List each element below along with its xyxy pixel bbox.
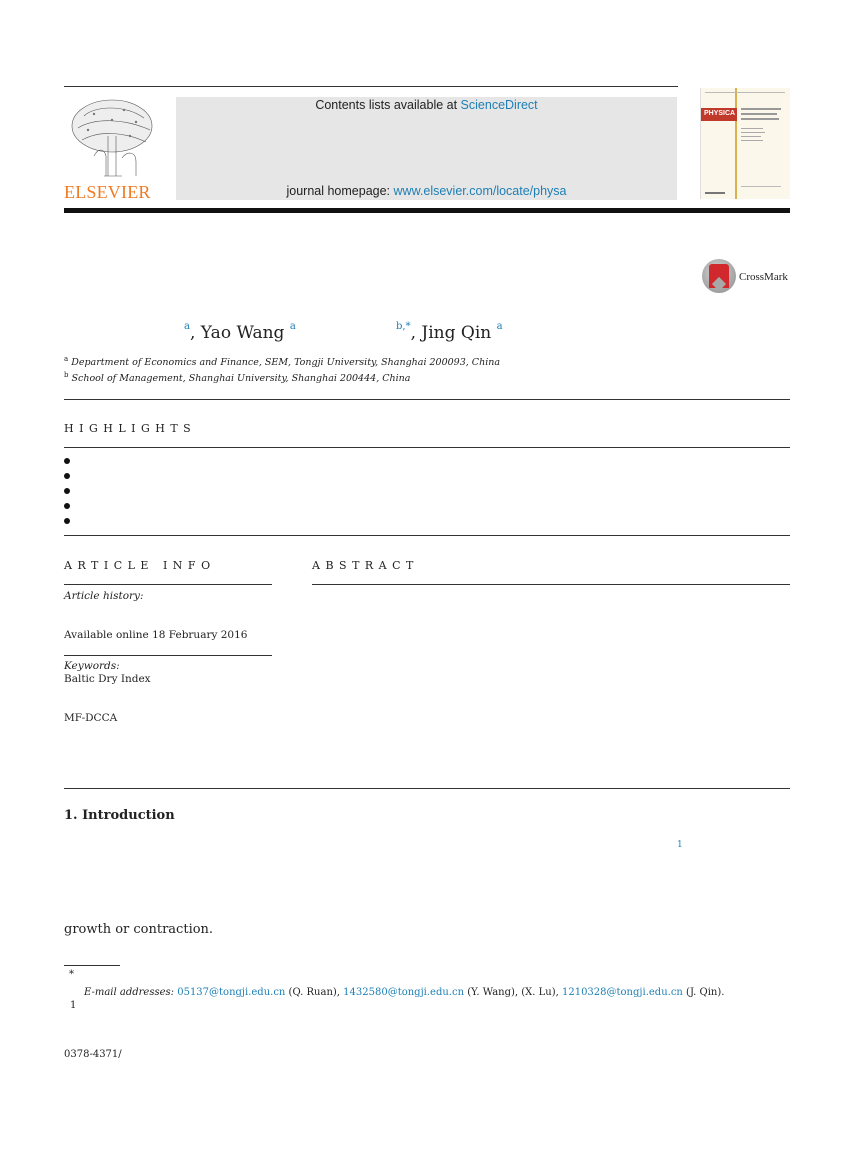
header-top-rule: [64, 86, 678, 87]
keyword-item: Baltic Dry Index: [64, 673, 151, 685]
abstract-heading: ABSTRACT: [312, 559, 419, 572]
journal-cover-image: [700, 88, 790, 199]
email-label: E-mail addresses:: [84, 987, 178, 998]
footnote-one: 1: [70, 1000, 77, 1011]
footnote-rule: [64, 965, 120, 966]
divider-above-intro: [64, 788, 790, 789]
highlight-bullet: [64, 458, 70, 464]
author-line-1: [184, 323, 296, 343]
contents-line: [176, 98, 677, 112]
email-link-ruan[interactable]: 05137@tongji.edu.cn: [177, 987, 286, 998]
email-footnote: [84, 987, 724, 998]
elsevier-wordmark: ELSEVIER: [64, 182, 151, 202]
abstract-rule: [312, 584, 790, 585]
footnote-star: *: [69, 969, 74, 980]
affiliation-b-text: School of Management, Shanghai University, Shanghai 200444, China: [71, 373, 411, 385]
header-bottom-rule: [64, 208, 790, 213]
affiliation-b: [64, 371, 410, 384]
email-link-qin[interactable]: 1210328@tongji.edu.cn: [561, 987, 683, 998]
intro-heading: 1. Introduction: [64, 808, 175, 823]
author-3-affiliation[interactable]: b,*: [396, 321, 411, 333]
cover-title: PHYSICA: [704, 110, 736, 117]
affiliation-a: [64, 355, 500, 368]
email-owner-wang-lu: (Y. Wang), (X. Lu),: [464, 987, 562, 998]
author-line-2: [396, 323, 503, 343]
issn: 0378-4371/: [64, 1049, 122, 1060]
highlight-bullet: [64, 503, 70, 509]
available-online: Available online 18 February 2016: [64, 629, 248, 641]
author-yao-wang: , Yao Wang: [189, 323, 285, 343]
highlight-bullet: [64, 488, 70, 494]
article-info-rule: [64, 584, 272, 585]
journal-homepage-link[interactable]: www.elsevier.com/locate/physa: [393, 184, 567, 198]
email-link-wang[interactable]: 1432580@tongji.edu.cn: [343, 987, 465, 998]
homepage-prefix: journal homepage:: [286, 184, 394, 198]
highlight-bullet: [64, 518, 70, 524]
email-owner-qin: (J. Qin).: [682, 987, 725, 998]
homepage-line: [176, 184, 677, 198]
keywords-rule: [64, 655, 272, 656]
divider-above-highlights: [64, 399, 790, 400]
affiliation-a-mark: a: [64, 355, 69, 363]
highlights-heading: HIGHLIGHTS: [64, 422, 197, 435]
sciencedirect-link[interactable]: ScienceDirect: [460, 98, 538, 112]
highlight-bullet: [64, 473, 70, 479]
crossmark-icon[interactable]: [702, 259, 736, 293]
article-info-heading: ARTICLE INFO: [64, 559, 216, 572]
keywords-label: Keywords:: [64, 660, 120, 672]
divider-below-highlights: [64, 535, 790, 536]
intro-text: growth or contraction.: [64, 922, 214, 937]
author-jing-qin: , Jing Qin: [410, 323, 492, 343]
author-4-affiliation[interactable]: a: [496, 321, 503, 333]
article-history-label: Article history:: [64, 590, 144, 602]
author-2-affiliation[interactable]: a: [289, 321, 296, 333]
affiliation-a-text: Department of Economics and Finance, SEM, Tongji University, Shanghai 200093, China: [71, 357, 501, 369]
affiliation-b-mark: b: [64, 371, 69, 379]
author-1-affiliation[interactable]: a: [184, 321, 190, 333]
email-owner-ruan: (Q. Ruan),: [285, 987, 344, 998]
crossmark-label[interactable]: CrossMark: [739, 271, 788, 283]
highlights-rule: [64, 447, 790, 448]
keyword-item: MF-DCCA: [64, 712, 118, 724]
contents-prefix: Contents lists available at: [315, 98, 461, 112]
intro-footnote-marker[interactable]: 1: [677, 840, 683, 850]
